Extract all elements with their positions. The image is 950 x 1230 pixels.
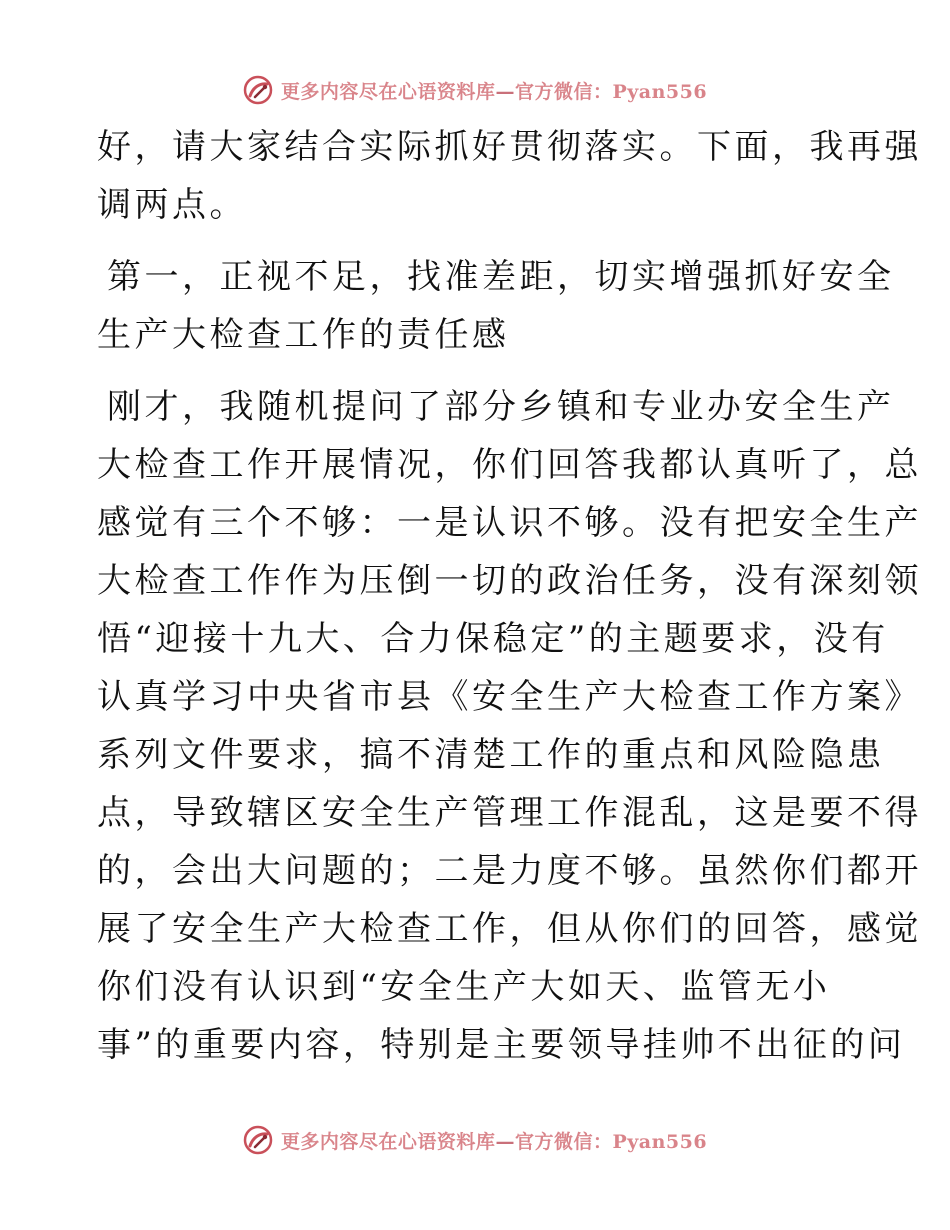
text-line: 调两点。 — [97, 185, 247, 225]
text-line: 事”的重要内容，特别是主要领导挂帅不出征的问 — [97, 1025, 906, 1065]
footer-wechat-text: 官方微信：Pyan556 — [514, 1130, 708, 1153]
text-line: 第一，正视不足，找准差距，切实增强抓好安全 — [107, 257, 895, 297]
header-separator: — — [495, 80, 515, 103]
text-line: 的，会出大问题的；二是力度不够。虽然你们都开 — [97, 851, 922, 891]
text-line: 大检查工作作为压倒一切的政治任务，没有深刻领 — [97, 561, 922, 601]
header-brand-text: 更多内容尽在心语资料库 — [280, 80, 496, 103]
text-line: 点，导致辖区安全生产管理工作混乱，这是要不得 — [97, 793, 922, 833]
text-line: 刚才，我随机提问了部分乡镇和专业办安全生产 — [107, 387, 895, 427]
text-line: 认真学习中央省市县《安全生产大检查工作方案》 — [97, 677, 922, 717]
text-line: 感觉有三个不够：一是认识不够。没有把安全生产 — [97, 503, 922, 543]
text-line: 生产大检查工作的责任感 — [97, 315, 510, 355]
text-line: 展了安全生产大检查工作，但从你们的回答，感觉 — [97, 909, 922, 949]
footer-brand-text: 更多内容尽在心语资料库 — [280, 1130, 496, 1153]
paragraph-2-heading — [97, 248, 895, 364]
footer-banner-text — [281, 1127, 707, 1154]
brand-logo-icon — [243, 1125, 273, 1155]
document-body — [97, 118, 922, 1088]
text-line: 大检查工作开展情况，你们回答我都认真听了，总 — [97, 445, 922, 485]
text-line: 好，请大家结合实际抓好贯彻落实。下面，我再强 — [97, 127, 922, 167]
text-line: 悟“迎接十九大、合力保稳定”的主题要求，没有 — [97, 619, 889, 659]
text-line: 你们没有认识到“安全生产大如天、监管无小 — [97, 967, 831, 1007]
paragraph-1 — [97, 118, 922, 234]
header-banner — [0, 70, 950, 110]
brand-logo-icon — [243, 75, 273, 105]
paragraph-3 — [97, 378, 922, 1074]
header-wechat-text: 官方微信：Pyan556 — [514, 80, 708, 103]
text-line: 系列文件要求，搞不清楚工作的重点和风险隐患 — [97, 735, 885, 775]
footer-separator: — — [495, 1130, 515, 1153]
header-banner-text — [281, 77, 707, 104]
footer-banner — [0, 1120, 950, 1160]
